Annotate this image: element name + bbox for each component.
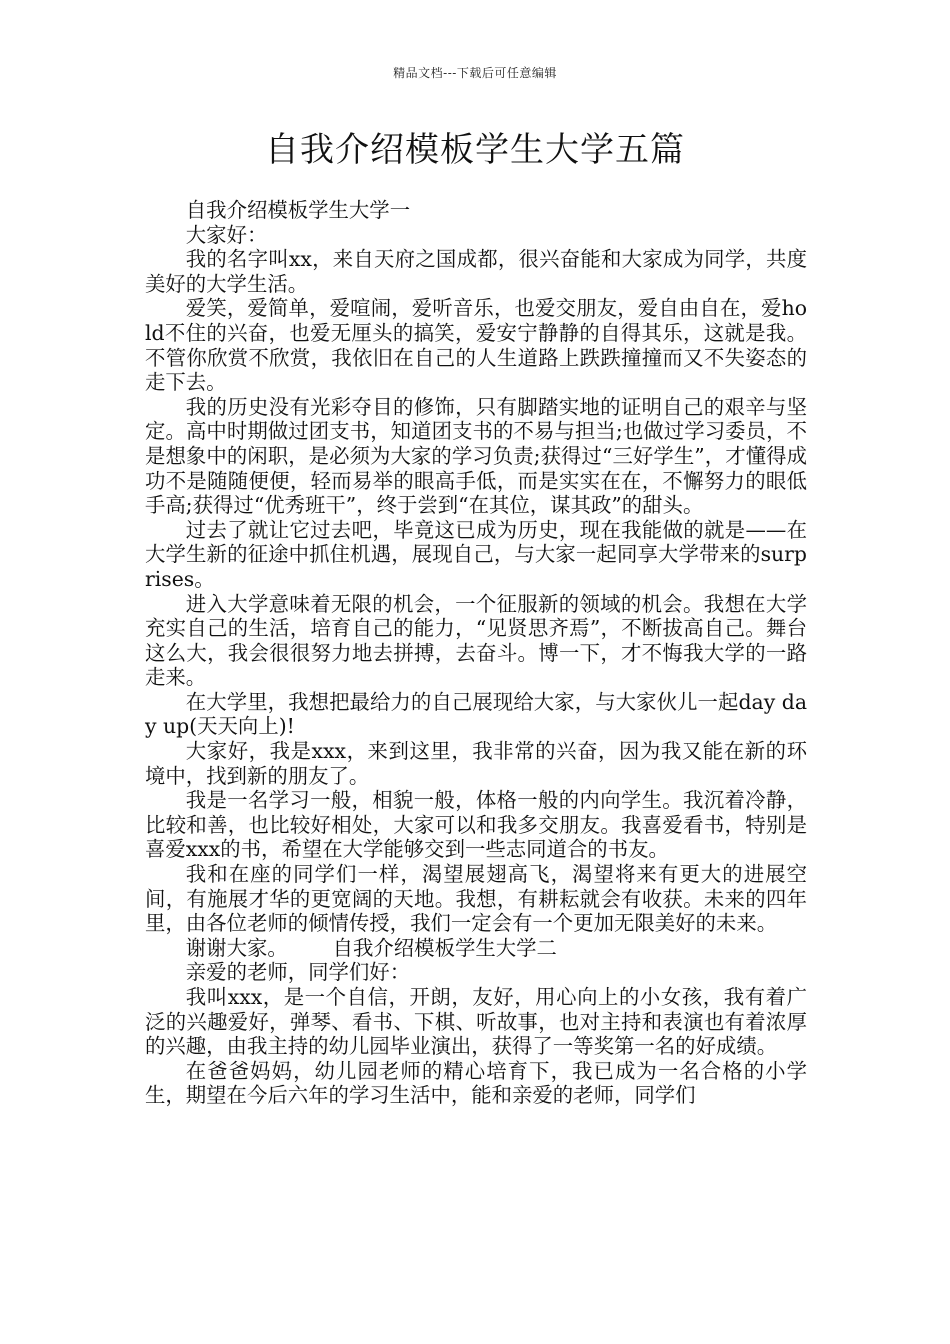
paragraph: 过去了就让它过去吧，毕竟这已成为历史，现在我能做的就是——在大学生新的征途中抓住机遇，展现自己，与大家一起同享大学带来的surprises。 — [145, 517, 807, 591]
section-heading-one: 自我介绍模板学生大学一 — [185, 198, 411, 222]
paragraph: 爱笑，爱简单，爱喧闹，爱听音乐，也爱交朋友，爱自由自在，爱hold不住的兴奋，也爱无厘头的搞笑，爱安宁静静的自得其乐，这就是我。不管你欣赏不欣赏，我依旧在自己的人生道路上跌跌撞撞而又不失姿态的走下去。 — [145, 296, 807, 395]
paragraph: 进入大学意味着无限的机会，一个征服新的领域的机会。我想在大学充实自己的生活，培育自己的能力，“见贤思齐焉”，不断拔高自己。舞台这么大，我会很很努力地去拼搏，去奋斗。博一下，才不悔我大学的一路走来。 — [145, 591, 807, 690]
document-body — [145, 198, 807, 1108]
page-header: 精品文档---下载后可任意编辑 — [393, 66, 557, 80]
paragraph: 我的名字叫xx，来自天府之国成都，很兴奋能和大家成为同学，共度美好的大学生活。 — [145, 247, 807, 296]
paragraph: 我是一名学习一般，相貌一般，体格一般的内向学生。我沉着冷静，比较和善，也比较好相处，大家可以和我多交朋友。我喜爱看书，特别是喜爱xxx的书，希望在大学能够交到一些志同道合的书友。 — [145, 788, 807, 862]
thanks-text: 谢谢大家。 — [185, 935, 288, 960]
paragraph: 我的历史没有光彩夺目的修饰，只有脚踏实地的证明自己的艰辛与坚定。高中时期做过团支书，知道团支书的不易与担当;也做过学习委员，不是想象中的闲职，是必须为大家的学习负责;获得过“三好学生”，才懂得成功不是随随便便，轻而易举的眼高手低，而是实实在在，不懈努力的眼低手高;获得过“优秀班干”，终于尝到“在其位，谋其政”的甜头。 — [145, 394, 807, 518]
greeting: 大家好： — [185, 222, 268, 247]
document-title: 自我介绍模板学生大学五篇 — [265, 130, 685, 170]
paragraph: 我叫xxx，是一个自信，开朗，友好，用心向上的小女孩，我有着广泛的兴趣爱好，弹琴、看书、下棋、听故事，也对主持和表演也有着浓厚的兴趣，由我主持的幼儿园毕业演出，获得了一等奖第一名的好成绩。 — [145, 985, 807, 1059]
section-heading-two: 自我介绍模板学生大学二 — [332, 935, 557, 960]
paragraph: 在大学里，我想把最给力的自己展现给大家，与大家伙儿一起day day up(天天向上)! — [145, 689, 807, 739]
paragraph: 大家好，我是xxx，来到这里，我非常的兴奋，因为我又能在新的环境中，找到新的朋友了。 — [145, 739, 807, 788]
paragraph: 我和在座的同学们一样，渴望展翅高飞，渴望将来有更大的进展空间，有施展才华的更宽阔的天地。我想，有耕耘就会有收获。未来的四年里，由各位老师的倾情传授，我们一定会有一个更加无限美好的未来。 — [145, 862, 807, 936]
paragraph: 在爸爸妈妈，幼儿园老师的精心培育下，我已成为一名合格的小学生，期望在今后六年的学习生活中，能和亲爱的老师，同学们 — [145, 1058, 807, 1108]
closing-line — [145, 936, 807, 961]
greeting-two: 亲爱的老师，同学们好： — [185, 960, 411, 985]
